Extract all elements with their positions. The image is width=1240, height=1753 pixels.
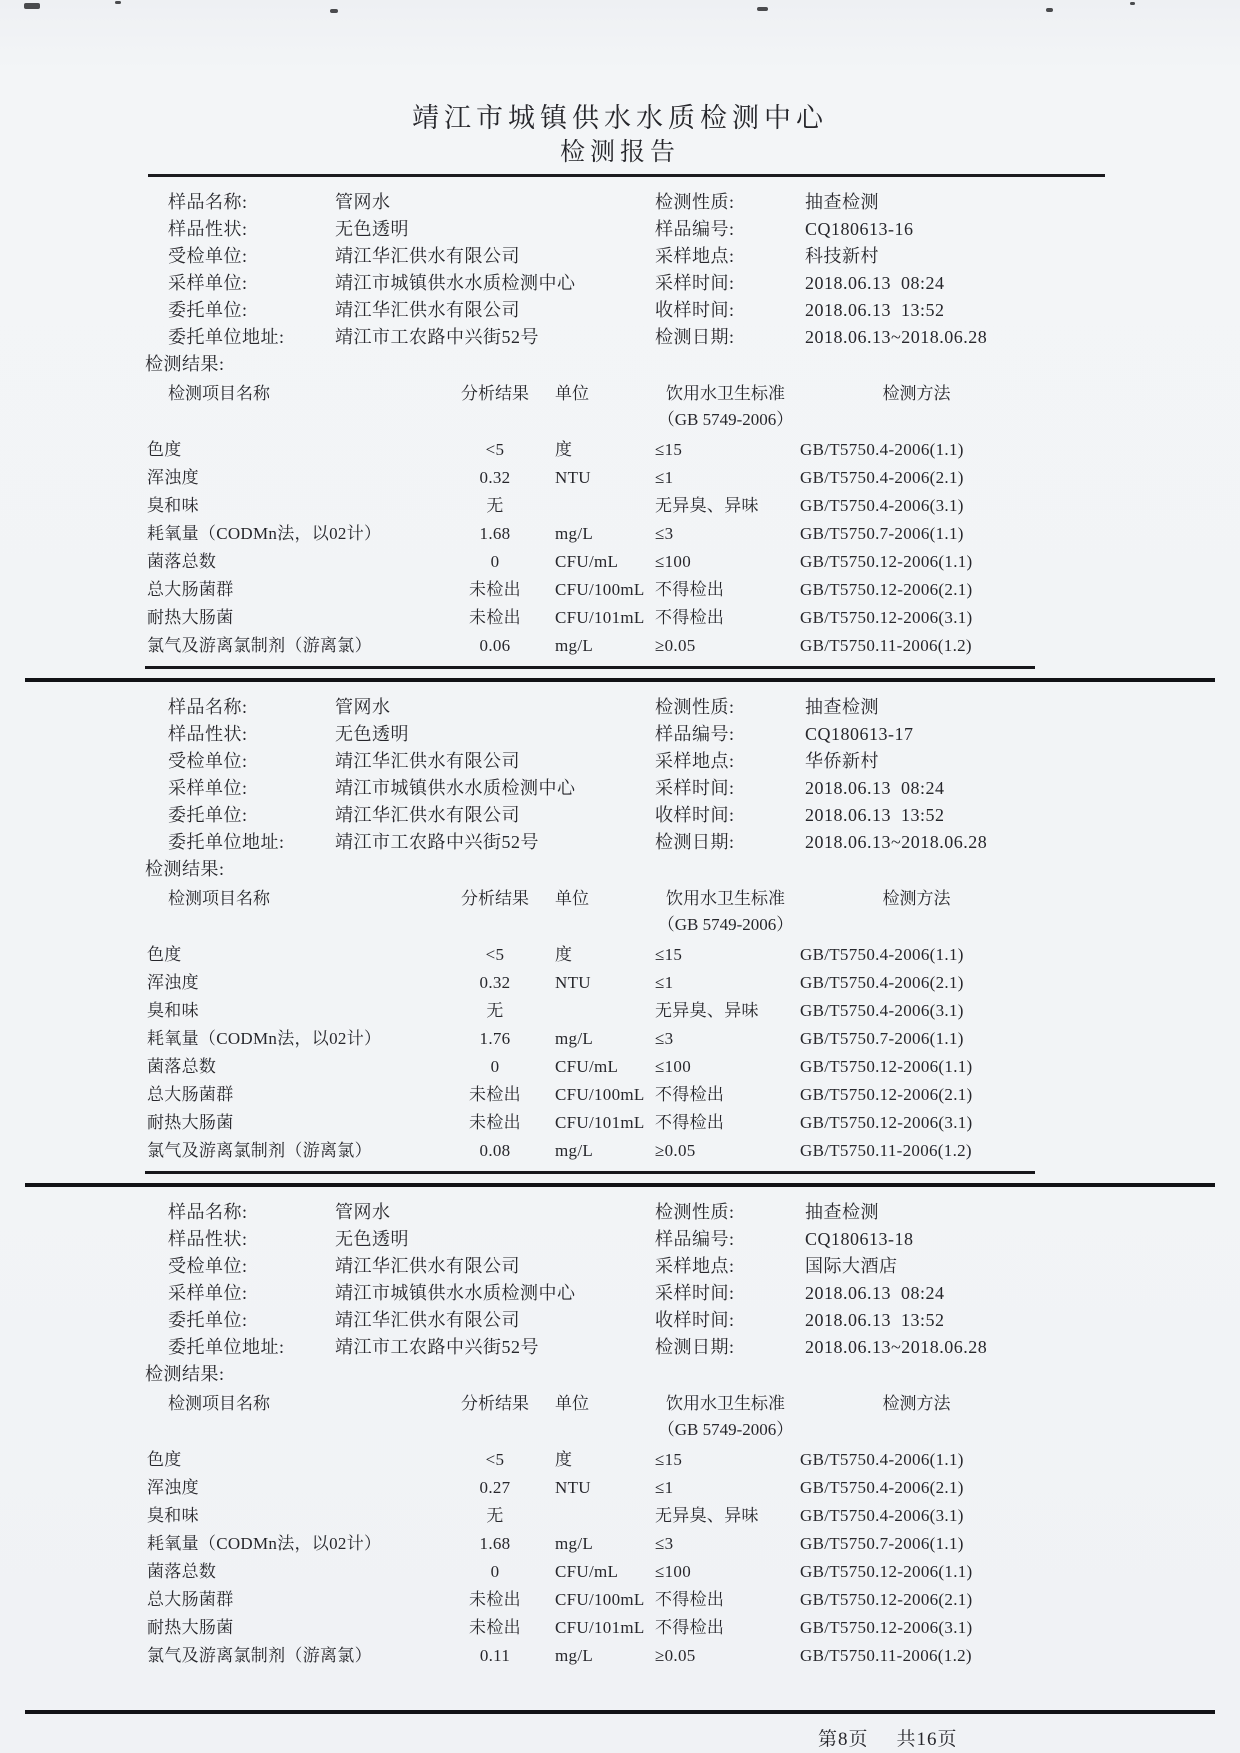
info-label: 样品名称: xyxy=(168,697,248,717)
title-rule xyxy=(148,174,1105,177)
method-value: GB/T5750.4-2006(3.1) xyxy=(800,1001,964,1020)
table-row xyxy=(145,464,1035,492)
col-header-standard: 饮用水卫生标准 xyxy=(666,889,785,908)
standard-value: 不得检出 xyxy=(655,1618,725,1637)
standard-value: ≤1 xyxy=(655,1478,674,1497)
info-value: 华侨新村 xyxy=(805,751,879,771)
info-row xyxy=(145,1334,1035,1361)
unit-value: NTU xyxy=(555,1478,591,1497)
scan-artifact xyxy=(330,9,338,13)
info-row xyxy=(145,216,1035,243)
table-row xyxy=(145,436,1035,464)
info-value: CQ180613-17 xyxy=(805,724,914,744)
method-value: GB/T5750.7-2006(1.1) xyxy=(800,524,964,543)
info-label: 采样时间: xyxy=(655,778,735,798)
info-label: 收样时间: xyxy=(655,805,735,825)
info-value: 2018.06.13 08:24 xyxy=(805,273,945,293)
standard-value: 不得检出 xyxy=(655,608,725,627)
table-row xyxy=(145,520,1035,548)
standard-value: ≤15 xyxy=(655,1450,683,1469)
info-value: 2018.06.13~2018.06.28 xyxy=(805,832,988,852)
unit-value: CFU/100mL xyxy=(555,580,645,599)
method-value: GB/T5750.12-2006(2.1) xyxy=(800,1085,973,1104)
results-table xyxy=(145,1446,1035,1670)
table-row xyxy=(145,576,1035,604)
info-value: 无色透明 xyxy=(335,724,409,744)
param-name: 总大肠菌群 xyxy=(147,580,234,599)
info-row xyxy=(145,829,1035,856)
method-value: GB/T5750.12-2006(1.1) xyxy=(800,1562,973,1581)
unit-value: mg/L xyxy=(555,524,594,543)
table-row xyxy=(145,604,1035,632)
results-label: 检测结果: xyxy=(145,1364,225,1384)
method-value: GB/T5750.4-2006(2.1) xyxy=(800,973,964,992)
info-label: 样品性状: xyxy=(168,219,248,239)
info-value: 管网水 xyxy=(335,192,391,212)
info-value: CQ180613-18 xyxy=(805,1229,914,1249)
standard-value: ≤100 xyxy=(655,1562,692,1581)
col-header-result: 分析结果 xyxy=(461,889,529,908)
result-value: 未检出 xyxy=(469,1113,521,1132)
param-name: 氯气及游离氯制剂（游离氯） xyxy=(147,1646,372,1665)
col-header-item: 检测项目名称 xyxy=(168,889,270,908)
param-name: 菌落总数 xyxy=(147,1562,217,1581)
method-value: GB/T5750.12-2006(2.1) xyxy=(800,580,973,599)
results-label: 检测结果: xyxy=(145,354,225,374)
unit-value xyxy=(543,997,653,1025)
param-name: 氯气及游离氯制剂（游离氯） xyxy=(147,636,372,655)
info-label: 检测性质: xyxy=(655,697,735,717)
info-value: 靖江市工农路中兴街52号 xyxy=(335,327,539,347)
method-value: GB/T5750.11-2006(1.2) xyxy=(800,636,972,655)
table-row xyxy=(145,1053,1035,1081)
table-row xyxy=(145,1474,1035,1502)
method-value: GB/T5750.4-2006(1.1) xyxy=(800,440,964,459)
col-header-standard-ref: （GB 5749-2006） xyxy=(657,1420,794,1439)
col-header-item: 检测项目名称 xyxy=(168,1394,270,1413)
standard-value: 无异臭、异味 xyxy=(655,496,759,515)
info-label: 样品性状: xyxy=(168,1229,248,1249)
standard-value: ≥0.05 xyxy=(655,636,696,655)
result-value: 1.68 xyxy=(479,1534,511,1553)
param-name: 菌落总数 xyxy=(147,1057,217,1076)
method-value: GB/T5750.4-2006(1.1) xyxy=(800,945,964,964)
info-label: 委托单位地址: xyxy=(168,1337,285,1357)
table-row xyxy=(145,492,1035,520)
result-value: 0.08 xyxy=(479,1141,511,1160)
table-end-rule xyxy=(145,666,1035,669)
unit-value: mg/L xyxy=(555,1646,594,1665)
standard-value: 无异臭、异味 xyxy=(655,1001,759,1020)
col-header-item: 检测项目名称 xyxy=(168,384,270,403)
param-name: 色度 xyxy=(147,440,182,459)
method-value: GB/T5750.12-2006(1.1) xyxy=(800,1057,973,1076)
standard-value: 不得检出 xyxy=(655,1113,725,1132)
table-header-row xyxy=(145,1390,1035,1417)
table-header-standard-ref-row xyxy=(145,407,1035,432)
standard-value: ≤3 xyxy=(655,1534,674,1553)
info-value: 无色透明 xyxy=(335,219,409,239)
param-name: 耗氧量（CODMn法，以02计） xyxy=(147,524,382,543)
unit-value xyxy=(543,1502,653,1530)
table-header-standard-ref-row xyxy=(145,912,1035,937)
scan-artifact xyxy=(24,3,40,9)
table-header-row xyxy=(145,380,1035,407)
standard-value: ≤3 xyxy=(655,524,674,543)
report-section-3 xyxy=(0,1199,1035,1670)
unit-value: CFU/101mL xyxy=(555,1618,645,1637)
result-value: 0 xyxy=(490,1057,500,1076)
info-row xyxy=(145,270,1035,297)
info-value: 2018.06.13 13:52 xyxy=(805,1310,945,1330)
table-row xyxy=(145,1530,1035,1558)
sample-info xyxy=(145,1199,1035,1361)
result-value: 0.32 xyxy=(479,468,511,487)
param-name: 耗氧量（CODMn法，以02计） xyxy=(147,1534,382,1553)
info-label: 委托单位地址: xyxy=(168,327,285,347)
method-value: GB/T5750.12-2006(3.1) xyxy=(800,1113,973,1132)
info-label: 样品编号: xyxy=(655,219,735,239)
report-section-2 xyxy=(0,694,1035,1165)
info-label: 收样时间: xyxy=(655,300,735,320)
method-value: GB/T5750.12-2006(2.1) xyxy=(800,1590,973,1609)
col-header-standard: 饮用水卫生标准 xyxy=(666,384,785,403)
info-label: 采样地点: xyxy=(655,246,735,266)
result-value: <5 xyxy=(485,440,505,459)
info-value: 靖江华汇供水有限公司 xyxy=(335,300,520,320)
method-value: GB/T5750.4-2006(1.1) xyxy=(800,1450,964,1469)
info-row xyxy=(145,1199,1035,1226)
method-value: GB/T5750.4-2006(2.1) xyxy=(800,1478,964,1497)
standard-value: ≤15 xyxy=(655,440,683,459)
param-name: 浑浊度 xyxy=(147,973,199,992)
method-value: GB/T5750.11-2006(1.2) xyxy=(800,1141,972,1160)
param-name: 氯气及游离氯制剂（游离氯） xyxy=(147,1141,372,1160)
col-header-standard-ref: （GB 5749-2006） xyxy=(657,915,794,934)
unit-value: mg/L xyxy=(555,1029,594,1048)
param-name: 耗氧量（CODMn法，以02计） xyxy=(147,1029,382,1048)
result-value: <5 xyxy=(485,1450,505,1469)
unit-value: 度 xyxy=(555,1450,573,1469)
table-row xyxy=(145,1446,1035,1474)
info-label: 采样时间: xyxy=(655,1283,735,1303)
result-value: 未检出 xyxy=(469,1590,521,1609)
info-value: 靖江市城镇供水水质检测中心 xyxy=(335,778,576,798)
col-header-standard: 饮用水卫生标准 xyxy=(666,1394,785,1413)
unit-value: NTU xyxy=(555,973,591,992)
method-value: GB/T5750.7-2006(1.1) xyxy=(800,1029,964,1048)
info-label: 委托单位: xyxy=(168,300,248,320)
method-value: GB/T5750.11-2006(1.2) xyxy=(800,1646,972,1665)
info-value: 靖江华汇供水有限公司 xyxy=(335,805,520,825)
info-row xyxy=(145,748,1035,775)
page-subtitle: 检测报告 xyxy=(559,139,680,166)
info-label: 委托单位: xyxy=(168,805,248,825)
col-header-method: 检测方法 xyxy=(882,1394,951,1413)
unit-value: mg/L xyxy=(555,1141,594,1160)
info-value: 抽查检测 xyxy=(805,192,879,212)
col-header-result: 分析结果 xyxy=(461,384,529,403)
standard-value: ≤1 xyxy=(655,468,674,487)
unit-value: mg/L xyxy=(555,1534,594,1553)
unit-value: CFU/100mL xyxy=(555,1590,645,1609)
unit-value: 度 xyxy=(555,440,573,459)
info-row xyxy=(145,297,1035,324)
method-value: GB/T5750.12-2006(1.1) xyxy=(800,552,973,571)
table-row xyxy=(145,1502,1035,1530)
col-header-standard-ref: （GB 5749-2006） xyxy=(657,410,794,429)
col-header-method: 检测方法 xyxy=(882,384,951,403)
result-value: 未检出 xyxy=(469,1085,521,1104)
info-value: 2018.06.13 13:52 xyxy=(805,300,945,320)
table-row xyxy=(145,632,1035,660)
method-value: GB/T5750.4-2006(2.1) xyxy=(800,468,964,487)
param-name: 臭和味 xyxy=(147,1001,199,1020)
result-value: 1.68 xyxy=(479,524,511,543)
info-row xyxy=(145,775,1035,802)
info-value: 靖江华汇供水有限公司 xyxy=(335,751,520,771)
section-separator xyxy=(25,1183,1215,1187)
info-label: 采样时间: xyxy=(655,273,735,293)
info-value: 抽查检测 xyxy=(805,1202,879,1222)
info-label: 检测性质: xyxy=(655,1202,735,1222)
table-row xyxy=(145,1614,1035,1642)
report-sections xyxy=(0,189,1240,1670)
result-value: 0 xyxy=(490,1562,500,1581)
col-header-unit: 单位 xyxy=(555,889,589,908)
standard-value: ≤3 xyxy=(655,1029,674,1048)
info-label: 采样单位: xyxy=(168,273,248,293)
result-value: 未检出 xyxy=(469,1618,521,1637)
info-value: 靖江华汇供水有限公司 xyxy=(335,1310,520,1330)
table-row xyxy=(145,1586,1035,1614)
table-header-row xyxy=(145,885,1035,912)
info-label: 样品名称: xyxy=(168,1202,248,1222)
table-row xyxy=(145,1558,1035,1586)
info-value: 科技新村 xyxy=(805,246,879,266)
unit-value: CFU/101mL xyxy=(555,608,645,627)
result-value: 未检出 xyxy=(469,608,521,627)
info-label: 样品编号: xyxy=(655,1229,735,1249)
standard-value: ≥0.05 xyxy=(655,1646,696,1665)
table-row xyxy=(145,997,1035,1025)
col-header-result: 分析结果 xyxy=(461,1394,529,1413)
standard-value: ≤100 xyxy=(655,1057,692,1076)
result-value: 0.32 xyxy=(479,973,511,992)
info-row xyxy=(145,1253,1035,1280)
info-label: 委托单位地址: xyxy=(168,832,285,852)
info-label: 检测日期: xyxy=(655,1337,735,1357)
info-value: 2018.06.13 13:52 xyxy=(805,805,945,825)
info-value: 靖江华汇供水有限公司 xyxy=(335,1256,520,1276)
table-row xyxy=(145,1081,1035,1109)
info-label: 采样地点: xyxy=(655,751,735,771)
info-label: 检测日期: xyxy=(655,327,735,347)
info-value: 抽查检测 xyxy=(805,697,879,717)
table-row xyxy=(145,1109,1035,1137)
info-value: CQ180613-16 xyxy=(805,219,914,239)
results-table xyxy=(145,941,1035,1165)
info-label: 受检单位: xyxy=(168,1256,248,1276)
method-value: GB/T5750.12-2006(3.1) xyxy=(800,608,973,627)
table-row xyxy=(145,1642,1035,1670)
table-end-rule xyxy=(145,1171,1035,1174)
info-row xyxy=(145,1307,1035,1334)
method-value: GB/T5750.12-2006(3.1) xyxy=(800,1618,973,1637)
param-name: 耐热大肠菌 xyxy=(147,1113,234,1132)
info-label: 采样单位: xyxy=(168,1283,248,1303)
method-value: GB/T5750.4-2006(3.1) xyxy=(800,496,964,515)
info-label: 检测性质: xyxy=(655,192,735,212)
page-title: 靖江市城镇供水水质检测中心 xyxy=(412,103,828,133)
scan-artifact xyxy=(757,7,768,11)
scan-artifact xyxy=(1046,8,1053,12)
unit-value: NTU xyxy=(555,468,591,487)
info-label: 样品编号: xyxy=(655,724,735,744)
table-row xyxy=(145,1137,1035,1165)
param-name: 臭和味 xyxy=(147,1506,199,1525)
info-label: 采样单位: xyxy=(168,778,248,798)
info-value: 管网水 xyxy=(335,1202,391,1222)
standard-value: ≤1 xyxy=(655,973,674,992)
result-value: 无 xyxy=(486,1001,504,1020)
info-value: 靖江市城镇供水水质检测中心 xyxy=(335,273,576,293)
page-footer xyxy=(0,1724,1240,1751)
info-label: 委托单位: xyxy=(168,1310,248,1330)
param-name: 臭和味 xyxy=(147,496,199,515)
unit-value: CFU/mL xyxy=(555,1562,619,1581)
standard-value: ≥0.05 xyxy=(655,1141,696,1160)
table-header-standard-ref-row xyxy=(145,1417,1035,1442)
info-value: 靖江市工农路中兴街52号 xyxy=(335,1337,539,1357)
standard-value: 无异臭、异味 xyxy=(655,1506,759,1525)
table-row xyxy=(145,548,1035,576)
info-label: 样品性状: xyxy=(168,724,248,744)
param-name: 色度 xyxy=(147,1450,182,1469)
unit-value: CFU/mL xyxy=(555,1057,619,1076)
result-value: 1.76 xyxy=(479,1029,511,1048)
info-label: 受检单位: xyxy=(168,246,248,266)
standard-value: 不得检出 xyxy=(655,1085,725,1104)
result-value: 0 xyxy=(490,552,500,571)
result-value: 无 xyxy=(486,1506,504,1525)
param-name: 浑浊度 xyxy=(147,468,199,487)
info-value: 靖江华汇供水有限公司 xyxy=(335,246,520,266)
method-value: GB/T5750.4-2006(3.1) xyxy=(800,1506,964,1525)
info-value: 无色透明 xyxy=(335,1229,409,1249)
standard-value: ≤100 xyxy=(655,552,692,571)
info-value: 2018.06.13~2018.06.28 xyxy=(805,1337,988,1357)
result-value: 0.06 xyxy=(479,636,511,655)
section-separator xyxy=(25,678,1215,682)
param-name: 耐热大肠菌 xyxy=(147,608,234,627)
page-total: 共16页 xyxy=(896,1729,958,1750)
report-section-1 xyxy=(0,189,1035,660)
info-row xyxy=(145,694,1035,721)
unit-value xyxy=(543,492,653,520)
info-row xyxy=(145,1226,1035,1253)
scan-artifact xyxy=(115,1,121,4)
unit-value: CFU/100mL xyxy=(555,1085,645,1104)
info-row xyxy=(145,802,1035,829)
param-name: 耐热大肠菌 xyxy=(147,1618,234,1637)
table-row xyxy=(145,969,1035,997)
info-value: 2018.06.13 08:24 xyxy=(805,1283,945,1303)
info-label: 检测日期: xyxy=(655,832,735,852)
info-label: 受检单位: xyxy=(168,751,248,771)
sample-info xyxy=(145,694,1035,856)
unit-value: 度 xyxy=(555,945,573,964)
col-header-unit: 单位 xyxy=(555,1394,589,1413)
unit-value: CFU/mL xyxy=(555,552,619,571)
sample-info xyxy=(145,189,1035,351)
info-label: 采样地点: xyxy=(655,1256,735,1276)
info-label: 收样时间: xyxy=(655,1310,735,1330)
info-value: 2018.06.13~2018.06.28 xyxy=(805,327,988,347)
result-value: <5 xyxy=(485,945,505,964)
result-value: 未检出 xyxy=(469,580,521,599)
info-value: 国际大酒店 xyxy=(805,1256,898,1276)
info-value: 靖江市城镇供水水质检测中心 xyxy=(335,1283,576,1303)
table-row xyxy=(145,941,1035,969)
info-value: 靖江市工农路中兴街52号 xyxy=(335,832,539,852)
param-name: 菌落总数 xyxy=(147,552,217,571)
standard-value: ≤15 xyxy=(655,945,683,964)
result-value: 无 xyxy=(486,496,504,515)
results-label: 检测结果: xyxy=(145,859,225,879)
info-row xyxy=(145,721,1035,748)
result-value: 0.27 xyxy=(479,1478,511,1497)
info-row xyxy=(145,189,1035,216)
results-table xyxy=(145,436,1035,660)
param-name: 浑浊度 xyxy=(147,1478,199,1497)
unit-value: CFU/101mL xyxy=(555,1113,645,1132)
result-value: 0.11 xyxy=(479,1646,511,1665)
info-label: 样品名称: xyxy=(168,192,248,212)
standard-value: 不得检出 xyxy=(655,1590,725,1609)
param-name: 总大肠菌群 xyxy=(147,1085,234,1104)
unit-value: mg/L xyxy=(555,636,594,655)
col-header-unit: 单位 xyxy=(555,384,589,403)
info-value: 管网水 xyxy=(335,697,391,717)
method-value: GB/T5750.7-2006(1.1) xyxy=(800,1534,964,1553)
info-row xyxy=(145,324,1035,351)
info-value: 2018.06.13 08:24 xyxy=(805,778,945,798)
standard-value: 不得检出 xyxy=(655,580,725,599)
param-name: 色度 xyxy=(147,945,182,964)
table-row xyxy=(145,1025,1035,1053)
footer-rule xyxy=(25,1710,1215,1714)
info-row xyxy=(145,243,1035,270)
param-name: 总大肠菌群 xyxy=(147,1590,234,1609)
scan-artifact xyxy=(1130,2,1135,5)
info-row xyxy=(145,1280,1035,1307)
page-number: 第8页 xyxy=(818,1729,869,1750)
col-header-method: 检测方法 xyxy=(882,889,951,908)
